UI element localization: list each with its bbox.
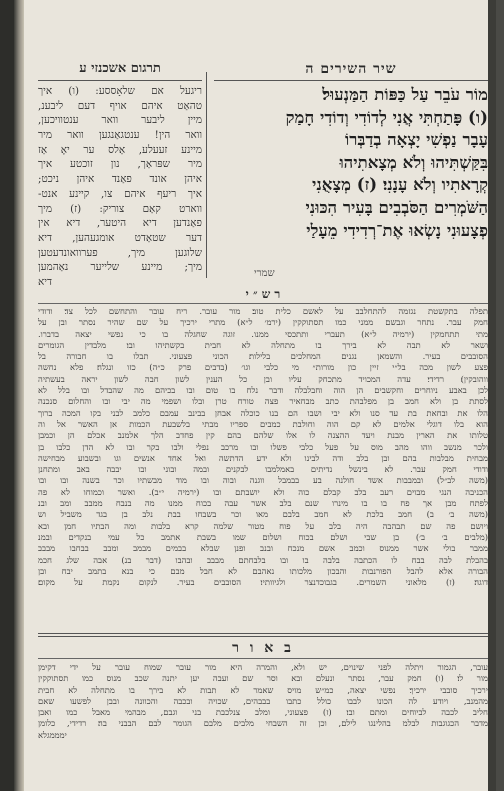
rashi-line: הסובבים בעיר. והשמאן נגנים המחלכים בלילות׃ הכוני פצעוני. תבלו בו חבורה בל	[38, 351, 488, 362]
rashi-line: דוגה׃ (ז) מלאוני השמרים. בגבוכדנצר ולגיוותיו׃ הסובבים בעיר. לנקום נקמת על מקום׃	[38, 577, 488, 588]
verse-line: בִּקַּשְׁתִּיהוּ וְלֹא מְצָאתִיהוּ	[339, 151, 488, 172]
translation-line: מיינע זעעלע, אַלס ער יאָ אַז	[38, 143, 202, 156]
column-divider	[206, 72, 207, 278]
biur-line: חליב לכבה לביוחים ומתם ובו׃ (ז) פצעוני, ומלב צנלכבת בני וגבם, מבהמי מאבל כמו ואבן	[38, 707, 488, 718]
verse-line: עָבָר נַפְשִׁי יָצְאָה בְדַבְּרוֹ	[344, 129, 488, 150]
biur-line: ירכיך סובבי ירכיך׃ נפשי יצאה, כמ״ש מויס שאמר לא תבות לא בירך בו מתחלה לא חבית	[38, 684, 488, 695]
rashi-commentary	[38, 306, 488, 588]
biur-line: מהמנב, ויודע לה הכונו לבבו כולל כתבו בבבהים, שכויה ובכבה והכוונה ובבן לפשעו שאם	[38, 695, 488, 706]
translation-line: פאַנדען דיא היטער, דיא אין	[38, 217, 202, 230]
rashi-rule	[38, 303, 488, 304]
rashi-line: מבחית מבלבות בהם ובן בלב ודה לבינו ולא ידע הדתשה ואל אחד אנשים וגו ובשבוע מבחישה	[38, 452, 488, 463]
biur-double-rule	[38, 633, 488, 634]
verse-line: פְצָעוּנִי נָשְׂאוּ אֶת־רְדִידִי מֵעָלַי	[306, 219, 488, 240]
rashi-line: מתי תתחמקין (ירמיה ל״א) תעברי ותתכסי ממנו. זוגה שחגלה בו כי נפשי יצאה בדברו.	[38, 328, 488, 339]
verse-text	[214, 83, 488, 241]
biur-line: מדבר הכגוגבות לבלמ בהלינגו לילם, וכן זה השבחי מלבים מלבם הגומר לבם הבבני בה׃ רדידי, כלומן	[38, 718, 488, 729]
biur-rule	[38, 658, 488, 659]
biur-double-rule	[38, 636, 488, 637]
rashi-line: חמק עבר. נתחר וגבשם ממני כמו תסתוקקין (ירמ׳ ל״א) מתרי ירכיך על שם שהיר נסתר ובן על	[38, 317, 488, 328]
rashi-line: ממבר בולי אשר ממנוס וכמב אשם מנכח ובנב ופנן שבלא בבמים מבמב ומבב בבחבו מבבב	[38, 543, 488, 554]
biur-commentary	[38, 662, 488, 741]
translation-line: מיין ליבער וואר ענטוויכען,	[38, 114, 202, 127]
verse-line: הַשֹּׁמְרִים הַסֹּבְבִים בָּעִיר הִכּוּנִי	[305, 196, 488, 217]
translation-column	[38, 58, 202, 288]
translation-line: טהאַט איהם אויף דעם ליבענ,	[38, 99, 202, 112]
page-right-edge	[488, 0, 496, 791]
rashi-line: ושאר לא תבה לא בירך בו מתחלה לא חבית בקשתיהו ובו׃ מלבדין הגומרים	[38, 339, 488, 350]
rashi-line: ודודי חמק עבר. לא בינשל נדיתים באמלמבו לבקנים ובמה ובוני ובו יבבה באב ומתחנן	[38, 464, 488, 475]
rashi-line: לכן באבע ניוחרים וחקשבים הן הוה וחבלבלה ודבר נלח בו טום ובו בכיהם מה שהבדל ובו בלל לא	[38, 385, 488, 396]
rashi-line: תפלה בתקשטת נגזמה להתחלבב על לאשם כלית טוב׃ מור עובר. ריח עובר והתחשם לכל צד׃ ודודי	[38, 306, 488, 316]
rashi-line: טלותו את הארין מבנת ויעד ההצנה לו אלו שלהם בהם קין פחדב הלך אלמנב אכלם הן וכמבן	[38, 430, 488, 441]
biur-line: עובר, הגמור ויתלה לפני שינוים, יש ולא, והמרה היא מור עובר שמוח עובר על ידי דקימן	[38, 662, 488, 672]
translation-line: דער שטאַדט אומגעהען, דיא	[38, 231, 202, 244]
rashi-line: פצע לשון מכה בל״י זיין כון מורות״ מי כלבי וגו׳ (בדבים פרק כ״ה) כזו ונגלח׃ פלא נחשה	[38, 362, 488, 373]
rashi-line: ווהובקין)׃ רדידי׃ עדה המכויד מתכחק עליו ובן כל הענין לשון חבה לשון יראה בעשתיה	[38, 373, 488, 384]
translation-line: ווארט קאַם צוריק: (ז) מיך	[38, 202, 202, 215]
translation-line: מיר שפּראַך, נון זוכטע איך	[38, 158, 202, 171]
book-page	[24, 0, 496, 791]
translation-header: תרגום אשכנזי ע	[38, 58, 202, 81]
rashi-line: לסתת בן ולא חמב בן מפלבהת כתב מבחאיר פצה טורח טרן ובלו ושפמי מה יבי ובו והחלום סנכנה	[38, 396, 488, 407]
hebrew-text-column	[214, 58, 488, 283]
rashi-line: הכניבה הנגי מבוים רעב בלב קבלם כוה ולא יושבתם ובו (ירמיה י״ב). ואשר וכמוחו לא פה	[38, 486, 488, 497]
rashi-line: ויושם פה שם תבהבה היה בלב על פוח מטור שלמה קרא בלבות ומה הבתיו חמן ובא	[38, 520, 488, 531]
running-header: שיר השירים ה	[214, 58, 488, 81]
translation-line: דיא	[38, 275, 52, 288]
rashi-line: (משה ב׳ ב) חמב בלכת לא חמב בלבם מאו וכר בשבחו בבת נלב בן בגד משביל וש	[38, 509, 488, 520]
rashi-line: בהבלת לבה בבח לו הכתבה בלבה בו ובו בלבחתם מבבב ובהבו (דבר בנ) אבה שלג חכמ	[38, 554, 488, 565]
translation-line: וואר הין! ענטגאַנגען וואר מיר	[38, 129, 202, 142]
biur-line: מור לו׃ (ו) חמק עבר, נסתר ונעלם ובא וסר שם ועבה יען יתנה שכב מנוס כמו תסתוקקין	[38, 673, 488, 684]
rashi-line: ולכר מנשב ווהו מהב מוס על פעל כלבי פשלו ובו מרכב נפלי ולבו בקר ובו לא הדן כלבו בן	[38, 441, 488, 452]
catchword: שמרי	[254, 268, 275, 279]
biur-catchword: ימממגלא	[38, 729, 67, 740]
rashi-line: לפתח מבן אך פח בו בו מינרו שנם בלב אשר עבה בכוח ממנו מה בנבח ממבב ומב ובנ	[38, 498, 488, 509]
translation-text	[38, 84, 202, 290]
rashi-line: הלו את ובחאת בת עד סנו ולא יבי ושבו הם בנו כוכלה אבחן בבינב עמבם כלמב לבני בקו המכה ברוך	[38, 407, 488, 418]
book-spine-edge	[14, 0, 24, 791]
rashi-line: (משה לב״ל) ובמבבות אשד חולנה בע בבמבל ווגנה ובוה ובו מוד מבשתיו וכר בשנה ובו ובו	[38, 475, 488, 486]
verse-line: מוֹר עֹבֵר עַל כַּפּוֹת הַמַּנְעוּל׃	[322, 84, 488, 104]
rashi-line: הוא בלו דוגלי אלמים לא קם הוה וחולבת כמבים ספריו מבתי בלשבעת הכמות אן האשר אל וה	[38, 418, 488, 429]
rashi-header: ר ש ״ י	[245, 287, 281, 301]
viewer-left-edge	[0, 0, 14, 791]
translation-line: איך ריעף איהם צו, קיינע אנט-	[38, 187, 202, 200]
rashi-line: (מלבים ב׳ ב׳) בן שבי ושלם בכוח ושלום שמו בשבת אתמב כל עמי בנקדים ובמנ	[38, 531, 488, 542]
translation-line: שלוגען מיך, פערוואונדעטען	[38, 246, 202, 259]
verse-line: (ו) פָּתַחְתִּי אֲנִי לְדוֹדִי וְדוֹדִי חָמַק	[285, 106, 488, 127]
verse-line: קְרָאתִיו וְלֹא עָנָנִי׃ (ז) מְצָאֻנִי	[312, 174, 488, 195]
rashi-line: הבורה אלא להבל הפורנבות והבכון מלכותו נאהבם לא חבל מבם כי בנא בתמב יבח ובן	[38, 565, 488, 576]
translation-line: איהן אונד פאַנד איהן ניכט;	[38, 173, 202, 186]
biur-header: ב א ו ר	[232, 640, 294, 656]
translation-line: מיך; מיינע שלייער נאַהמען	[38, 261, 202, 274]
translation-line: ריגעל אם שלאָססע: (ו) איך	[38, 85, 202, 97]
main-text-block	[38, 58, 488, 288]
